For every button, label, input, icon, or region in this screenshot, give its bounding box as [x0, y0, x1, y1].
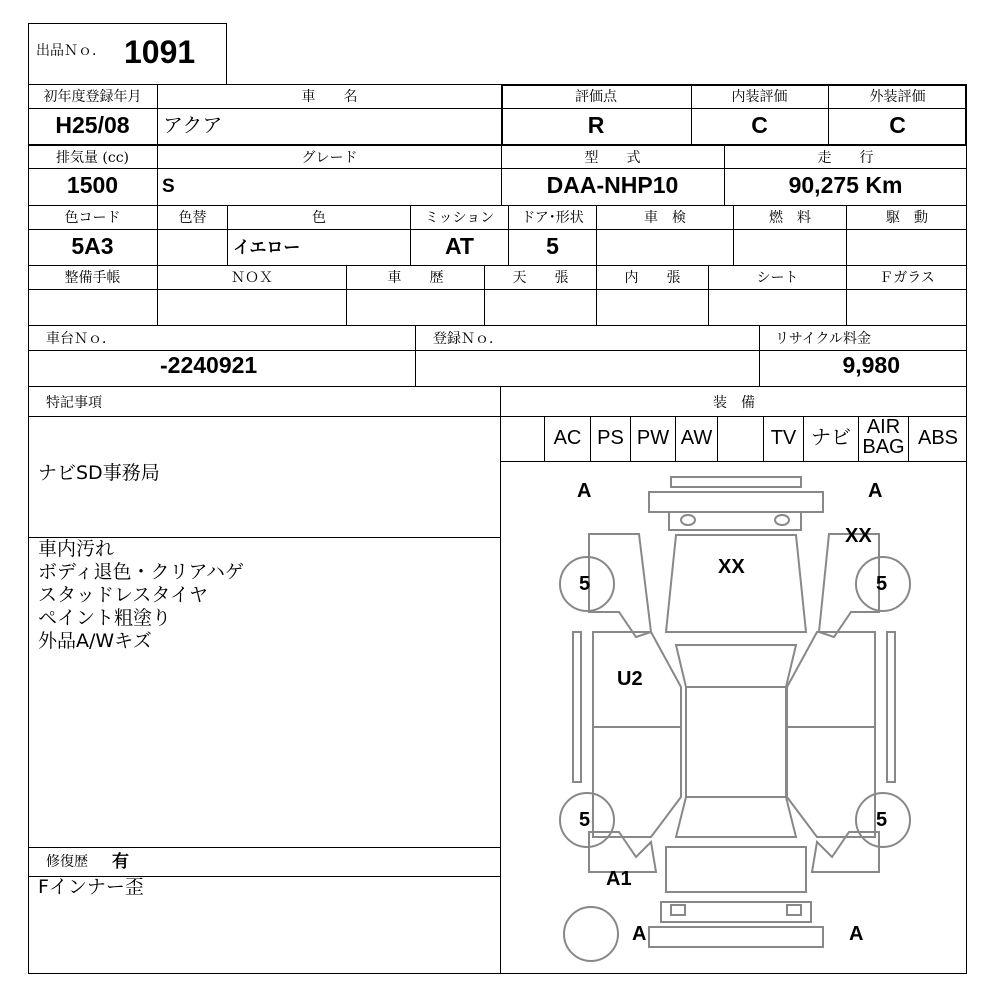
- mark-hood: XX: [718, 556, 745, 578]
- tire-rear-left: 5: [579, 809, 591, 831]
- chassis-label: 車台Ｎｏ．: [46, 331, 116, 347]
- mission-label: ミッション: [424, 210, 495, 226]
- mileage-value: 90,275 Km: [788, 172, 903, 198]
- interior-value: C: [751, 112, 768, 138]
- color-change-label: 色替: [178, 210, 207, 226]
- interior-trim-label: 内 張: [624, 270, 681, 286]
- first-reg-value: H25/08: [55, 112, 130, 138]
- maintenance-label: 整備手帳: [64, 270, 121, 286]
- tire-front-right: 5: [876, 573, 888, 595]
- remark-line: 車内汚れ: [38, 538, 115, 560]
- recycle-label: リサイクル料金: [775, 331, 872, 347]
- doors-label: ドア･形状: [521, 210, 584, 226]
- tire-rear-right: 5: [876, 809, 888, 831]
- color-code-label: 色コード: [64, 210, 121, 226]
- mileage-label: 走 行: [817, 150, 874, 166]
- color-label: 色: [312, 210, 326, 226]
- chassis-value: -2240921: [160, 352, 258, 378]
- displacement-value: 1500: [66, 172, 119, 198]
- exterior-value: C: [889, 112, 906, 138]
- displacement-label: 排気量 (cc): [55, 150, 130, 166]
- ceiling-label: 天 張: [512, 270, 569, 286]
- remark-line: スタッドレスタイヤ: [38, 584, 209, 606]
- first-reg-label: 初年度登録年月: [43, 89, 142, 105]
- mark-front-right: A: [868, 480, 883, 502]
- mark-front-left: A: [577, 480, 592, 502]
- car-name-label: 車 名: [301, 89, 358, 105]
- grade-label: グレード: [301, 150, 358, 166]
- equipment-aw: AW: [680, 427, 713, 449]
- drive-label: 駆 動: [886, 210, 928, 226]
- color-value: イエロー: [233, 238, 301, 257]
- equipment-navi: ナビ: [811, 427, 851, 449]
- registration-label: 登録Ｎｏ．: [433, 331, 503, 347]
- grade-value: S: [162, 176, 175, 197]
- remark-line: 外品A/Wキズ: [38, 630, 152, 652]
- score-value: R: [587, 112, 605, 138]
- repair-history-label: 修復歴: [46, 854, 88, 870]
- remark-line: ペイント粗塗り: [38, 607, 172, 629]
- inspection-label: 車 検: [644, 210, 686, 226]
- equipment-ac: AC: [553, 427, 582, 449]
- repair-history-value: 有: [112, 852, 129, 872]
- fuel-label: 燃 料: [769, 210, 811, 226]
- lot-label: 出品Ｎｏ．: [36, 43, 106, 59]
- mark-left-rear: A1: [606, 868, 632, 890]
- interior-label: 内装評価: [731, 89, 788, 105]
- color-code-value: 5A3: [71, 233, 114, 259]
- doors-value: 5: [546, 233, 559, 259]
- remarks-label: 特記事項: [46, 395, 102, 411]
- repair-note: Fインナー歪: [38, 876, 144, 898]
- equipment-label: 装 備: [713, 395, 755, 411]
- model-value: DAA-NHP10: [546, 172, 679, 198]
- car-name-value: アクア: [163, 113, 223, 137]
- lot-number: 1091: [124, 34, 196, 70]
- equipment-pw: PW: [636, 427, 670, 449]
- equipment-abs: ABS: [917, 427, 959, 449]
- equipment-tv: TV: [770, 427, 797, 449]
- tire-front-left: 5: [579, 573, 591, 595]
- equipment-ps: PS: [597, 427, 624, 449]
- nox-label: ＮＯＸ: [231, 270, 273, 286]
- score-label: 評価点: [575, 89, 617, 105]
- mark-rear-right: A: [849, 923, 864, 945]
- exterior-label: 外装評価: [869, 89, 926, 105]
- model-label: 型 式: [584, 150, 641, 166]
- mark-left-front-door: U2: [617, 668, 643, 690]
- mark-rear-left: A: [632, 923, 647, 945]
- history-label: 車 歴: [387, 270, 444, 286]
- car-diagram: [501, 462, 967, 974]
- remark-line: ボディ退色・クリアハゲ: [38, 561, 244, 583]
- recycle-value: 9,980: [842, 352, 900, 378]
- mark-front-right-fender: XX: [845, 525, 872, 547]
- equipment-airbag: AIR BAG: [862, 416, 905, 458]
- seat-label: シート: [756, 270, 799, 286]
- mission-value: AT: [445, 233, 474, 259]
- fglass-label: Ｆガラス: [879, 270, 935, 286]
- remarks-top-text: ナビSD事務局: [38, 462, 160, 484]
